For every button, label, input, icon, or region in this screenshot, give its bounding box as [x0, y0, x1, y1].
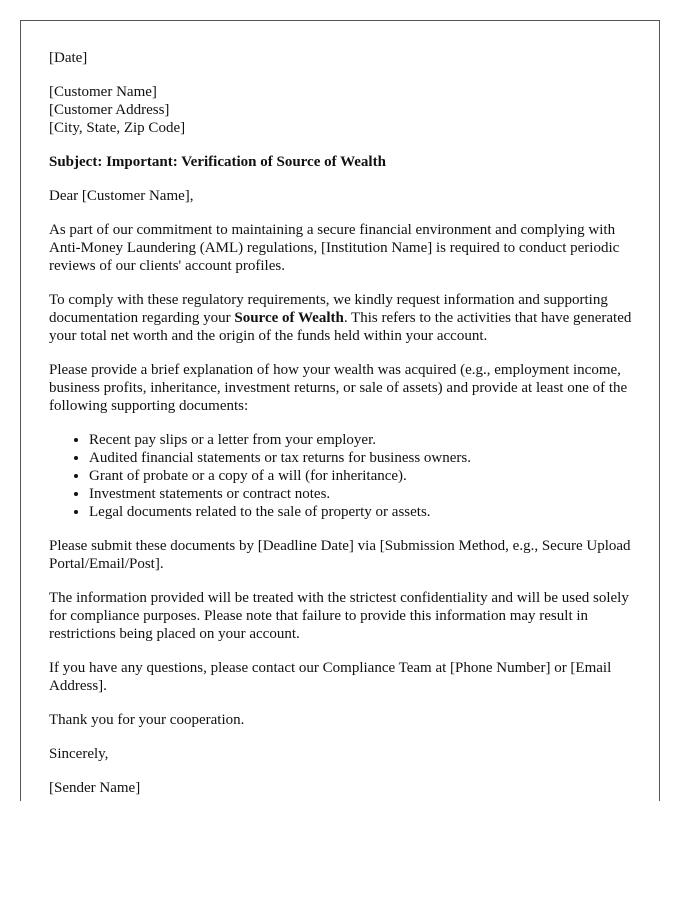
letter-page	[20, 20, 660, 801]
list-item: • Legal documents related to the sale of property or assets.	[89, 503, 632, 521]
subject-line	[49, 153, 632, 171]
request-text-cont: . This refers to the activities that have generated your total net worth and the origin of the funds held within your account.	[49, 310, 632, 344]
source-of-wealth-term: Source of Wealth	[234, 310, 344, 326]
salutation: Dear [Customer Name],	[49, 188, 194, 204]
closing: Sincerely,	[49, 746, 109, 762]
list-item: • Investment statements or contract notes.	[89, 485, 632, 503]
paragraph-intro: As part of our commitment to maintaining a secure financial environment and complying with Anti-Money Laundering (AML) regulations, [Institution Name] is required to conduct periodic reviews of our clients' account profiles.	[49, 222, 620, 274]
documents-list	[49, 431, 632, 521]
list-item: • Audited financial statements or tax returns for business owners.	[89, 449, 632, 467]
date: [Date]	[49, 50, 88, 66]
city-state-zip: [City, State, Zip Code]	[49, 120, 186, 136]
customer-name: [Customer Name]	[49, 84, 157, 100]
recipient-address	[49, 83, 632, 137]
list-item: • Grant of probate or a copy of a will (for inheritance).	[89, 467, 632, 485]
paragraph-confidentiality: The information provided will be treated with the strictest confidentiality and will be used solely for compliance purposes. Please note that failure to provide this information may result in restrictions being placed on your account.	[49, 590, 629, 642]
paragraph-thanks: Thank you for your cooperation.	[49, 712, 245, 728]
paragraph-explanation: Please provide a brief explanation of how your wealth was acquired (e.g., employment income, business profits, inheritance, investment returns, or sale of assets) and provide at least one of the following supporting documents:	[49, 362, 628, 414]
paragraph-request	[49, 291, 632, 345]
paragraph-contact: If you have any questions, please contact our Compliance Team at [Phone Number] or [Email Address].	[49, 660, 612, 694]
sender-name: [Sender Name]	[49, 780, 141, 796]
list-item: • Recent pay slips or a letter from your employer.	[89, 431, 632, 449]
customer-address: [Customer Address]	[49, 102, 170, 118]
subject-text: Subject: Important: Verification of Source of Wealth	[49, 154, 386, 170]
paragraph-deadline: Please submit these documents by [Deadline Date] via [Submission Method, e.g., Secure Upload Portal/Email/Post].	[49, 538, 631, 572]
request-text: To comply with these regulatory requirements, we kindly request information and supporting documentation regarding your	[49, 292, 608, 326]
